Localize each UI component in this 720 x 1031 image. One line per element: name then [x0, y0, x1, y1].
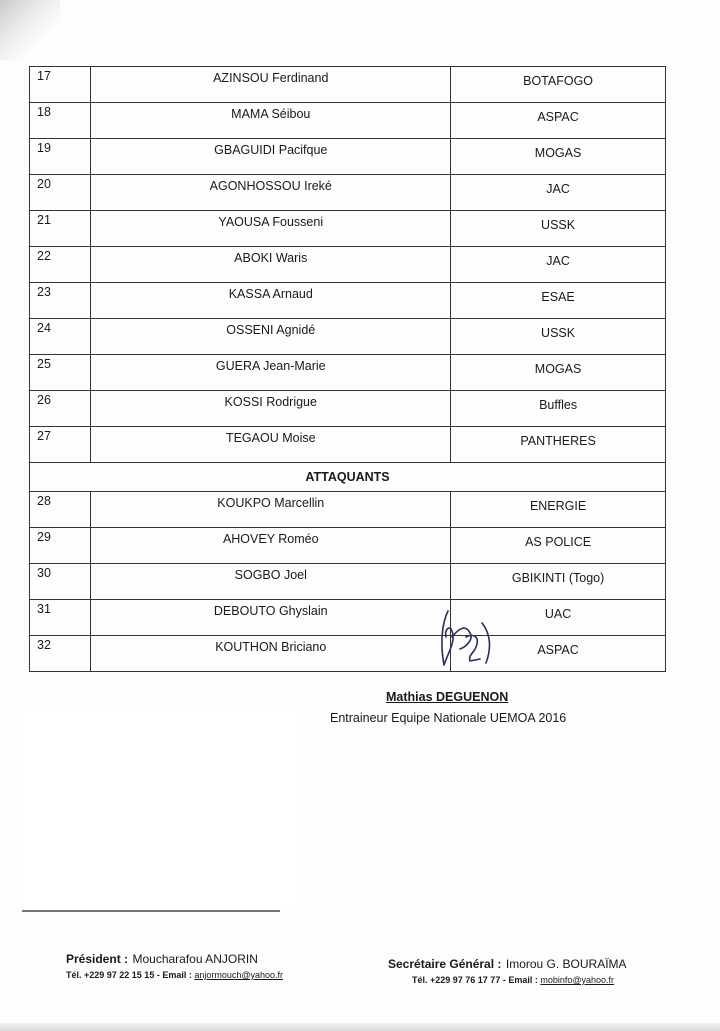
player-number: 30 — [30, 564, 91, 600]
player-club: ENERGIE — [451, 492, 666, 528]
table-row — [30, 175, 666, 211]
folded-corner — [0, 0, 60, 60]
table-row — [30, 139, 666, 175]
table-row — [30, 67, 666, 103]
player-club: ASPAC — [451, 636, 666, 672]
player-club: MOGAS — [451, 355, 666, 391]
president-name: Moucharafou ANJORIN — [132, 952, 258, 966]
table-row — [30, 211, 666, 247]
player-name: GUERA Jean-Marie — [91, 355, 451, 391]
player-name: TEGAOU Moise — [91, 427, 451, 463]
president-contact: Tél. +229 97 22 15 15 - Email : — [66, 970, 192, 980]
player-number: 20 — [30, 175, 91, 211]
signatory-name: Mathias DEGUENON — [386, 690, 509, 704]
player-club: BOTAFOGO — [451, 67, 666, 103]
player-number: 22 — [30, 247, 91, 283]
table-row — [30, 636, 666, 672]
player-name: KOUTHON Briciano — [91, 636, 451, 672]
secretary-role: Secrétaire Général : — [388, 957, 502, 971]
player-number: 21 — [30, 211, 91, 247]
page-bottom-edge — [0, 1023, 720, 1031]
table-row — [30, 600, 666, 636]
table-row — [30, 564, 666, 600]
player-number: 18 — [30, 103, 91, 139]
player-name: AGONHOSSOU Ireké — [91, 175, 451, 211]
player-club: ESAE — [451, 283, 666, 319]
player-club: AS POLICE — [451, 528, 666, 564]
table-row — [30, 391, 666, 427]
player-name: OSSENI Agnidé — [91, 319, 451, 355]
handwritten-signature — [430, 603, 500, 673]
player-club: USSK — [451, 211, 666, 247]
president-email[interactable]: anjormouch@yahoo.fr — [194, 970, 284, 980]
footer-president — [66, 950, 283, 980]
divider-line — [22, 910, 280, 912]
player-club: PANTHERES — [451, 427, 666, 463]
table-row — [30, 355, 666, 391]
player-number: 29 — [30, 528, 91, 564]
player-number: 17 — [30, 67, 91, 103]
player-number: 24 — [30, 319, 91, 355]
player-name: KASSA Arnaud — [91, 283, 451, 319]
table-row — [30, 492, 666, 528]
signatory-title: Entraineur Equipe Nationale UEMOA 2016 — [330, 711, 567, 725]
president-role: Président : — [66, 952, 129, 966]
player-number: 25 — [30, 355, 91, 391]
player-name: YAOUSA Fousseni — [91, 211, 451, 247]
table-row — [30, 283, 666, 319]
player-name: KOUKPO Marcellin — [91, 492, 451, 528]
footer-secretary — [388, 955, 627, 985]
player-number: 28 — [30, 492, 91, 528]
player-club: JAC — [451, 247, 666, 283]
section-header-attackers: ATTAQUANTS — [30, 463, 666, 492]
secretary-name: Imorou G. BOURAÏMA — [505, 957, 627, 971]
secretary-contact: Tél. +229 97 76 17 77 - Email : — [412, 975, 538, 985]
player-number: 27 — [30, 427, 91, 463]
player-name: AZINSOU Ferdinand — [91, 67, 451, 103]
roster-table — [29, 66, 666, 672]
player-number: 26 — [30, 391, 91, 427]
player-name: ABOKI Waris — [91, 247, 451, 283]
player-name: DEBOUTO Ghyslain — [91, 600, 451, 636]
player-club: MOGAS — [451, 139, 666, 175]
player-number: 31 — [30, 600, 91, 636]
player-name: KOSSI Rodrigue — [91, 391, 451, 427]
player-club: GBIKINTI (Togo) — [451, 564, 666, 600]
table-row — [30, 319, 666, 355]
player-club: UAC — [451, 600, 666, 636]
player-name: GBAGUIDI Pacifque — [91, 139, 451, 175]
player-number: 23 — [30, 283, 91, 319]
roster-body — [30, 67, 666, 672]
table-row — [30, 427, 666, 463]
section-row — [30, 463, 666, 492]
player-name: MAMA Séibou — [91, 103, 451, 139]
redacted-area — [24, 705, 298, 910]
player-number: 32 — [30, 636, 91, 672]
player-club: Buffles — [451, 391, 666, 427]
table-row — [30, 528, 666, 564]
player-club: ASPAC — [451, 103, 666, 139]
secretary-email[interactable]: mobinfo@yahoo.fr — [540, 975, 615, 985]
player-name: AHOVEY Roméo — [91, 528, 451, 564]
player-club: USSK — [451, 319, 666, 355]
table-row — [30, 103, 666, 139]
table-row — [30, 247, 666, 283]
player-number: 19 — [30, 139, 91, 175]
player-club: JAC — [451, 175, 666, 211]
player-name: SOGBO Joel — [91, 564, 451, 600]
